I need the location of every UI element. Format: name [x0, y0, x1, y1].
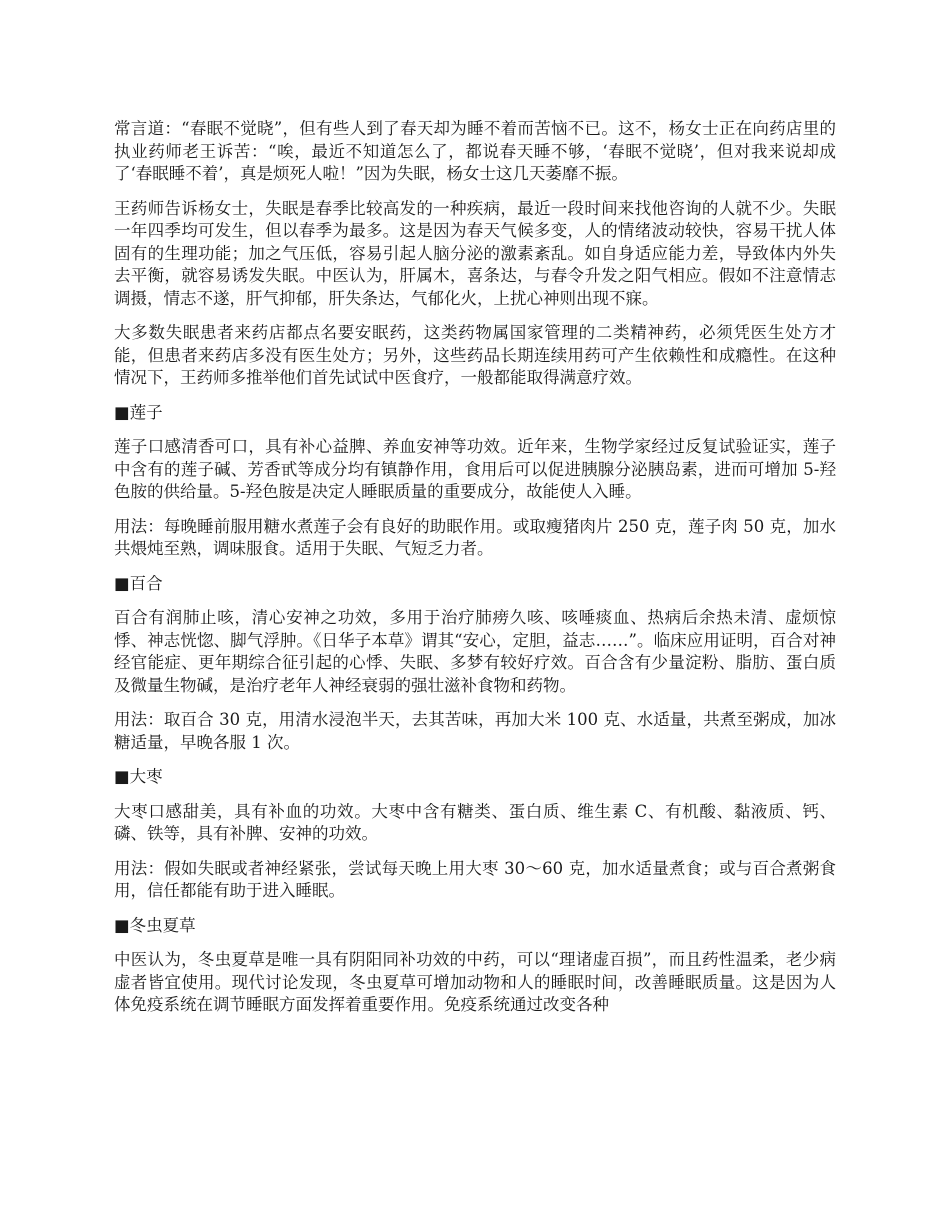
section-heading-jujube: ■大枣	[114, 767, 163, 786]
medication-advice-paragraph: 大多数失眠患者来药店都点名要安眠药，这类药物属国家管理的二类精神药，必须凭医生处方才能，但患者来药店多没有医生处方；另外，这些药品长期连续用药可产生依赖性和成瘾性。在这种情况下，王药师多推举他们首先试试中医食疗，一般都能取得满意疗效。	[114, 323, 836, 387]
lotus-seed-usage: 用法：每晚睡前服用糖水煮莲子会有良好的助眠作用。或取瘦猪肉片 250 克，莲子肉 50 克，加水共煨炖至熟，调味服食。适用于失眠、气短乏力者。	[114, 516, 836, 558]
insomnia-cause-paragraph: 王药师告诉杨女士，失眠是春季比较高发的一种疾病，最近一段时间来找他咨询的人就不少。失眠一年四季均可发生，但以春季为最多。这是因为春天气候多变，人的情绪波动较快，容易干扰人体固有的生理功能；加之气压低，容易引起人脑分泌的激素紊乱。如自身适应能力差，导致体内外失去平衡，就容易诱发失眠。中医认为，肝属木，喜条达，与春令升发之阳气相应。假如不注意情志调摄，情志不遂，肝气抑郁，肝失条达，气郁化火，上扰心神则出现不寐。	[114, 198, 836, 308]
cordyceps-description: 中医认为，冬虫夏草是唯一具有阴阳同补功效的中药，可以“理诸虚百损”，而且药性温柔，老少病虚者皆宜使用。现代讨论发现，冬虫夏草可增加动物和人的睡眠时间，改善睡眠质量。这是因为人体免疫系统在调节睡眠方面发挥着重要作用。免疫系统通过改变各种	[114, 950, 836, 1014]
section-heading-lily: ■百合	[114, 573, 163, 593]
jujube-description: 大枣口感甜美，具有补血的功效。大枣中含有糖类、蛋白质、维生素 C、有机酸、黏液质、钙、磷、铁等，具有补脾、安神的功效。	[114, 801, 836, 843]
lotus-seed-description: 莲子口感清香可口，具有补心益脾、养血安神等功效。近年来，生物学家经过反复试验证实，莲子中含有的莲子碱、芳香甙等成分均有镇静作用，食用后可以促进胰腺分泌胰岛素，进而可增加 5-羟色胺的供给量。5-羟色胺是决定人睡眠质量的重要成分，故能使人入睡。	[114, 437, 836, 501]
lily-description: 百合有润肺止咳，清心安神之功效，多用于治疗肺痨久咳、咳唾痰血、热病后余热未清、虚烦惊悸、神志恍惚、脚气浮肿。《日华子本草》谓其“安心，定胆，益志……”。临床应用证明，百合对神经官能症、更年期综合征引起的心悸、失眠、多梦有较好疗效。百合含有少量淀粉、脂肪、蛋白质及微量生物碱，是治疗老年人神经衰弱的强壮滋补食物和药物。	[114, 608, 836, 695]
intro-paragraph: 常言道：“春眠不觉晓”，但有些人到了春天却为睡不着而苦恼不已。这不，杨女士正在向药店里的执业药师老王诉苦：“唉，最近不知道怎么了，都说春天睡不够，‘春眠不觉晓’，但对我来说却成了‘春眠睡不着’，真是烦死人啦！”因为失眠，杨女士这几天萎靡不振。	[114, 119, 836, 183]
document-body	[114, 118, 836, 1029]
lily-usage: 用法：取百合 30 克，用清水浸泡半天，去其苦味，再加大米 100 克、水适量，共煮至粥成，加冰糖适量，早晚各服 1 次。	[114, 710, 836, 752]
section-heading-lotus-seed: ■莲子	[114, 402, 163, 422]
section-heading-cordyceps: ■冬虫夏草	[114, 915, 196, 935]
jujube-usage: 用法：假如失眠或者神经紧张，尝试每天晚上用大枣 30～60 克，加水适量煮食；或与百合煮粥食用，信任都能有助于进入睡眠。	[114, 858, 836, 900]
